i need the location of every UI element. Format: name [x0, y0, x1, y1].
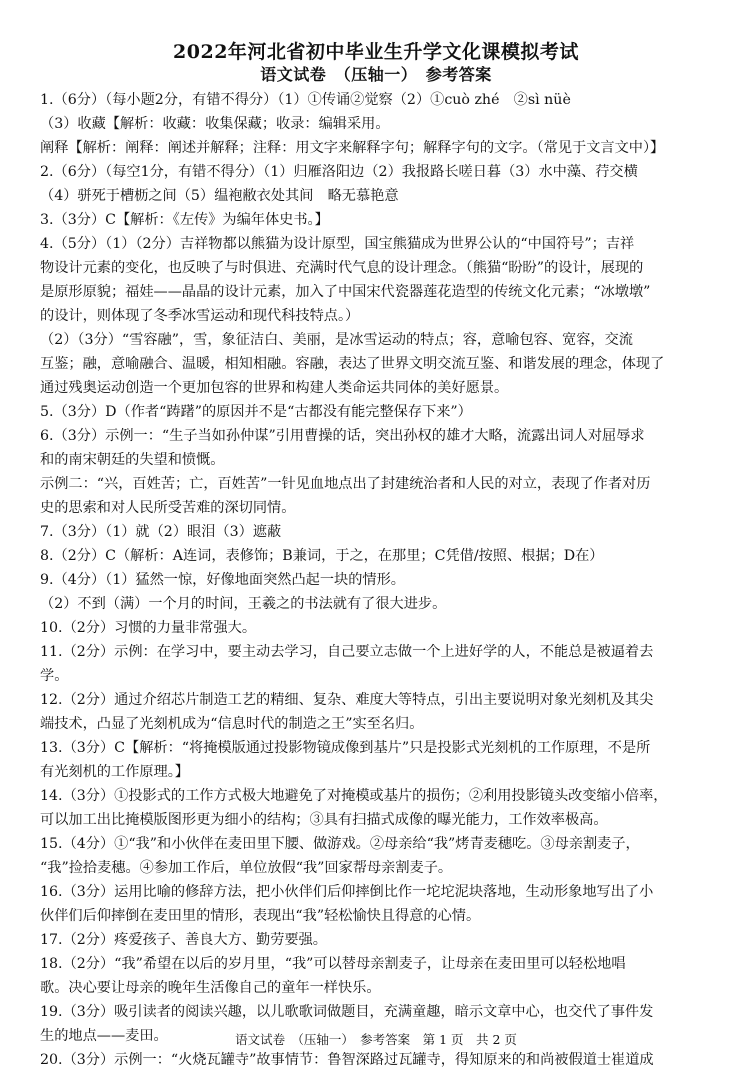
answer-line: 示例二：“兴，百姓苦；亡，百姓苦”一针见血地点出了封建统治者和人民的对立，表现了作者对历	[40, 476, 651, 492]
answer-line: 歌。决心要让母亲的晚年生活像自己的童年一样快乐。	[40, 980, 381, 996]
answer-body	[40, 88, 712, 1072]
answer-line: 3.（3分）C【解析：《左传》为编年体史书。】	[40, 212, 329, 228]
answer-line: 1.（6分）（每小题2分，有错不得分）（1）①传诵②觉察（2）①cuò zhé ②sì nüè	[40, 92, 571, 108]
answer-line: （2）不到（满）一个月的时间，王羲之的书法就有了很大进步。	[40, 596, 447, 612]
answer-line: 15.（4分）①“我”和小伙伴在麦田里下腰、做游戏。②母亲给“我”烤青麦穗吃。③母亲割麦子，	[40, 836, 640, 852]
answer-line: 5.（3分）D（作者“踌躇”的原因并不是“古都没有能完整保存下来”）	[40, 404, 472, 420]
answer-line: 学。	[40, 668, 69, 684]
page-subtitle: 语文试卷 （压轴一） 参考答案	[260, 65, 492, 84]
answer-line: 9.（4分）（1）猛然一惊，好像地面突然凸起一块的情形。	[40, 572, 405, 588]
answer-line: 史的思索和对人民所受苦难的深切同情。	[40, 500, 296, 516]
answer-line: 有光刻机的工作原理。】	[40, 764, 189, 780]
answer-line: 20.（3分）示例一：“火烧瓦罐寺”故事情节：鲁智深路过瓦罐寺，得知原来的和尚被假道士崔道成	[40, 1052, 654, 1068]
answer-line: 14.（3分）①投影式的工作方式极大地避免了对掩模或基片的损伤；②利用投影镜头改变缩小倍率，	[40, 788, 668, 804]
answer-line: （3）收藏【解析：收藏：收集保藏；收录：编辑采用。	[40, 116, 390, 132]
answer-line: 端技术，凸显了光刻机成为“信息时代的制造之王”实至名归。	[40, 716, 424, 732]
answer-line: 17.（2分）疼爱孩子、善良大方、勤劳要强。	[40, 932, 327, 948]
answer-line: （4）骈死于槽枥之间（5）缊袍敝衣处其间 略无慕艳意	[40, 188, 399, 204]
answer-line: 8.（2分）C（解析：A连词，表修饰；B兼词，于之，在那里；C凭借/按照、根据；D在）	[40, 548, 604, 564]
answer-line: “我”捡拾麦穗。④参加工作后，单位放假“我”回家帮母亲割麦子。	[40, 860, 453, 876]
answer-line: 11.（2分）示例：在学习中，要主动去学习，自己要立志做一个上进好学的人，不能总是被逼着去	[40, 644, 654, 660]
answer-line: 12.（2分）通过介绍芯片制造工艺的精细、复杂、难度大等特点，引出主要说明对象光刻机及其尖	[40, 692, 654, 708]
answer-line: 10.（2分）习惯的力量非常强大。	[40, 620, 257, 636]
answer-line: 互鉴；融，意喻融合、温暖，相知相融。容融，表达了世界文明交流互鉴、和谐发展的理念，体现了	[40, 356, 665, 372]
answer-line: 18.（2分）“我”希望在以后的岁月里，“我”可以替母亲割麦子，让母亲在麦田里可以轻松地唱	[40, 956, 626, 972]
answer-line: 阐释【解析：阐释：阐述并解释；注释：用文字来解释字句；解释字句的文字。（常见于文言文中）】	[40, 140, 665, 156]
page-title: 2022年河北省初中毕业生升学文化课模拟考试	[173, 41, 579, 63]
answer-line: 16.（3分）运用比喻的修辞方法，把小伙伴们后仰摔倒比作一坨坨泥块落地，生动形象地写出了小	[40, 884, 654, 900]
answer-line: 的设计，则体现了冬季冰雪运动和现代科技特点。）	[40, 308, 360, 324]
answer-line: 通过残奥运动创造一个更加包容的世界和构建人类命运共同体的美好愿景。	[40, 380, 509, 396]
answer-line: 伙伴们后仰摔倒在麦田里的情形，表现出“我”轻松愉快且得意的心情。	[40, 908, 481, 924]
answer-line: 4.（5分）（1）（2分）吉祥物都以熊猫为设计原型，国宝熊猫成为世界公认的“中国符号”；吉祥	[40, 236, 635, 252]
answer-line: 是原形原貌；福娃——晶晶的设计元素，加入了中国宋代瓷器莲花造型的传统文化元素；“冰墩墩”	[40, 284, 651, 300]
answer-line: （2）（3分）“雪容融”，雪，象征洁白、美丽，是冰雪运动的特点；容，意喻包容、宽容，交流	[40, 332, 633, 348]
answer-line: 13.（3分）C【解析：“将掩模版通过投影物镜成像到基片”只是投影式光刻机的工作原理，不是所	[40, 740, 651, 756]
answer-line: 19.（3分）吸引读者的阅读兴趣，以儿歌歌词做题目，充满童趣，暗示文章中心，也交代了事件发	[40, 1004, 654, 1020]
answer-line: 生的地点——麦田。	[40, 1028, 168, 1044]
answer-line: 物设计元素的变化，也反映了与时俱进、充满时代气息的设计理念。（熊猫“盼盼”的设计，展现的	[40, 260, 644, 276]
page-footer: 语文试卷 （压轴一） 参考答案 第 1 页 共 2 页	[235, 1032, 517, 1047]
answer-line: 可以加工出比掩模版图形更为细小的结构；③具有扫描式成像的曝光能力，工作效率极高。	[40, 812, 608, 828]
answer-line: 6.（3分）示例一：“生子当如孙仲谋”引用曹操的话，突出孙权的雄才大略，流露出词人对屈辱求	[40, 428, 645, 444]
answer-line: 2.（6分）（每空1分，有错不得分）（1）归雁洛阳边（2）我报路长嗟日暮（3）水中藻、荇交横	[40, 164, 638, 180]
answer-line: 7.（3分）（1）就（2）眼泪（3）遮蔽	[40, 524, 282, 540]
answer-line: 和的南宋朝廷的失望和愤慨。	[40, 452, 225, 468]
